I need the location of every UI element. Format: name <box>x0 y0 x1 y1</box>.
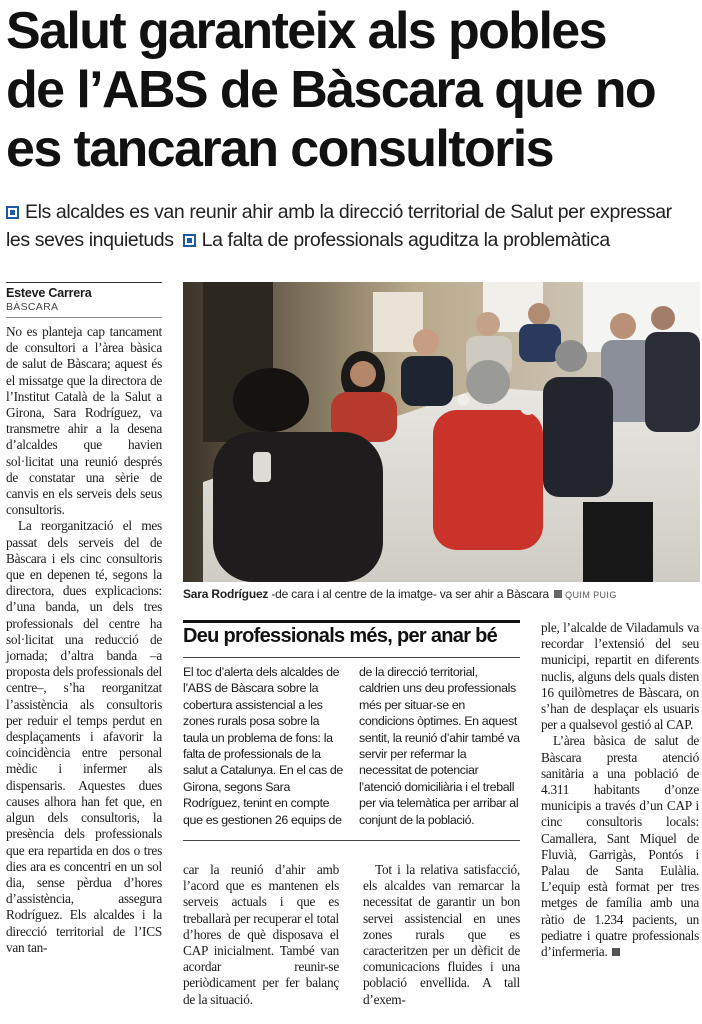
meeting-photo-illustration <box>183 282 700 582</box>
headline-line-3: es tancaran consultoris <box>6 120 553 178</box>
sidebar-box-bottom-rule <box>183 840 520 841</box>
end-mark-icon <box>612 948 620 956</box>
paragraph: Tot i la relativa satisfacció, els alcaldes van remarcar la necessitat de garantir un bon servei assistencial en unes zones rurals que es caracteritzen per un dèficit de comunicacions fluides i una població envellida. A tall d’exem- <box>363 862 520 1007</box>
paragraph <box>541 733 699 960</box>
byline-place: BÀSCARA <box>6 301 59 313</box>
paragraph: La reorganització el mes passat dels serveis del de Bàscara i els cinc consultoris que en depenen té, segons la directora, dues explicacions: d’una banda, un dels tres professionals del centre ha sol·licitat una reducció de jornada; d’altra banda –a proposta dels professionals del centre–, s’ha reorganitzat l’assistència als consultoris per reduir el temps perdut en desplaçaments i afavorir la coincidència entre personal mèdic i infermer als dispensaris. Aquestes dues causes alhora han fet que, en algun dels consultoris, la presència dels professionals que era repartida en dos o tres dies ara es concentri en un sol dia, sense pèrdua d’hores d’assistència, assegura Rodríguez. Els alcaldes i la direcció territorial de l’ICS van tan- <box>6 518 162 955</box>
bullet-square-icon <box>6 206 19 219</box>
subhead-part-2: La falta de professionals aguditza la problemàtica <box>201 229 610 251</box>
article-column-1 <box>6 324 162 956</box>
headline <box>6 2 698 179</box>
paragraph: car la reunió d’ahir amb l’acord que es mantenen els serveis actuals i que es treballarà per recuperar el total d’hores de què disposava el CAP inicialment. També van acordar reunir-se periòdicament per fer balanç de la situació. <box>183 862 339 1007</box>
paragraph-text: L’àrea bàsica de salut de Bàscara presta atenció sanitària a una població de 4.311 habitants d’onze municipis a través d’un CAP i cinc consultoris locals: Camallera, Sant Miquel de Fluvià, Garrigàs, Pontós i Palau de Santa Eulàlia. L’equip està format per tres metges de família amb una ràtio de 1.234 pacients, un pediatre i quatre professionals d’infermeria. <box>541 733 699 960</box>
byline-rule <box>6 282 162 283</box>
bullet-square-icon <box>183 234 196 247</box>
caption-name: Sara Rodríguez <box>183 587 269 601</box>
article-column-3 <box>363 862 520 1008</box>
article-photo <box>183 282 700 582</box>
photo-caption <box>183 587 700 601</box>
article-column-4 <box>541 620 699 960</box>
caption-text: -de cara i al centre de la imatge- va ser ahir a Bàscara <box>268 587 549 601</box>
photo-credit: QUIM PUIG <box>565 590 617 600</box>
sidebar-box-column-1: El toc d’alerta dels alcaldes de l’ABS de Bàscara sobre la cobertura assistencial a les zones rurals posa sobre la taula un problema de fons: la falta de professionals de la salut a Catalunya. En el cas de Girona, segons Sara Rodríguez, tenint en compte que es gestionen 26 equips de <box>183 665 343 827</box>
sidebar-box-top-rule <box>183 620 520 623</box>
paragraph: ple, l’alcalde de Viladamuls va recordar l’extensió del seu municipi, repartit en diferents nuclis, alguns dels quals disten 16 quilòmetres de Bàscara, on s’han de desplaçar els usuaris per a qualsevol gestió al CAP. <box>541 620 699 733</box>
paragraph: No es planteja cap tancament de consultori a l’àrea bàsica de salut de Bàscara; aquest és el missatge que la directora de l’Institut Català de la Salut a Girona, Sara Rodríguez, va transmetre ahir a la desena d’alcaldes que havien sol·licitat una reunió després de constatar una sèrie de canvis en els serveis dels seus consultoris. <box>6 324 162 518</box>
headline-line-1: Salut garanteix als pobles <box>6 2 606 60</box>
byline-author: Esteve Carrera <box>6 286 92 300</box>
subhead-part-1: Els alcaldes es van reunir ahir amb la direcció territorial de Salut per expressar les seves inquietuds <box>6 201 672 251</box>
sidebar-box-title-rule <box>183 657 520 658</box>
subheadline <box>6 198 698 254</box>
sidebar-box-title: Deu professionals més, per anar bé <box>183 625 498 647</box>
sidebar-box-column-2: de la direcció territorial, caldrien uns deu professionals més per situar-se en condicions òptimes. En aquest sentit, la reunió d’ahir també va servir per refermar la necessitat de potenciar l’atenció domiciliària i el treball per via telemàtica per arribar al conjunt de la població. <box>359 665 520 827</box>
article-column-2 <box>183 862 339 1008</box>
headline-line-2: de l’ABS de Bàscara que no <box>6 61 656 119</box>
caption-square-icon <box>554 590 562 598</box>
byline-divider <box>6 317 162 318</box>
